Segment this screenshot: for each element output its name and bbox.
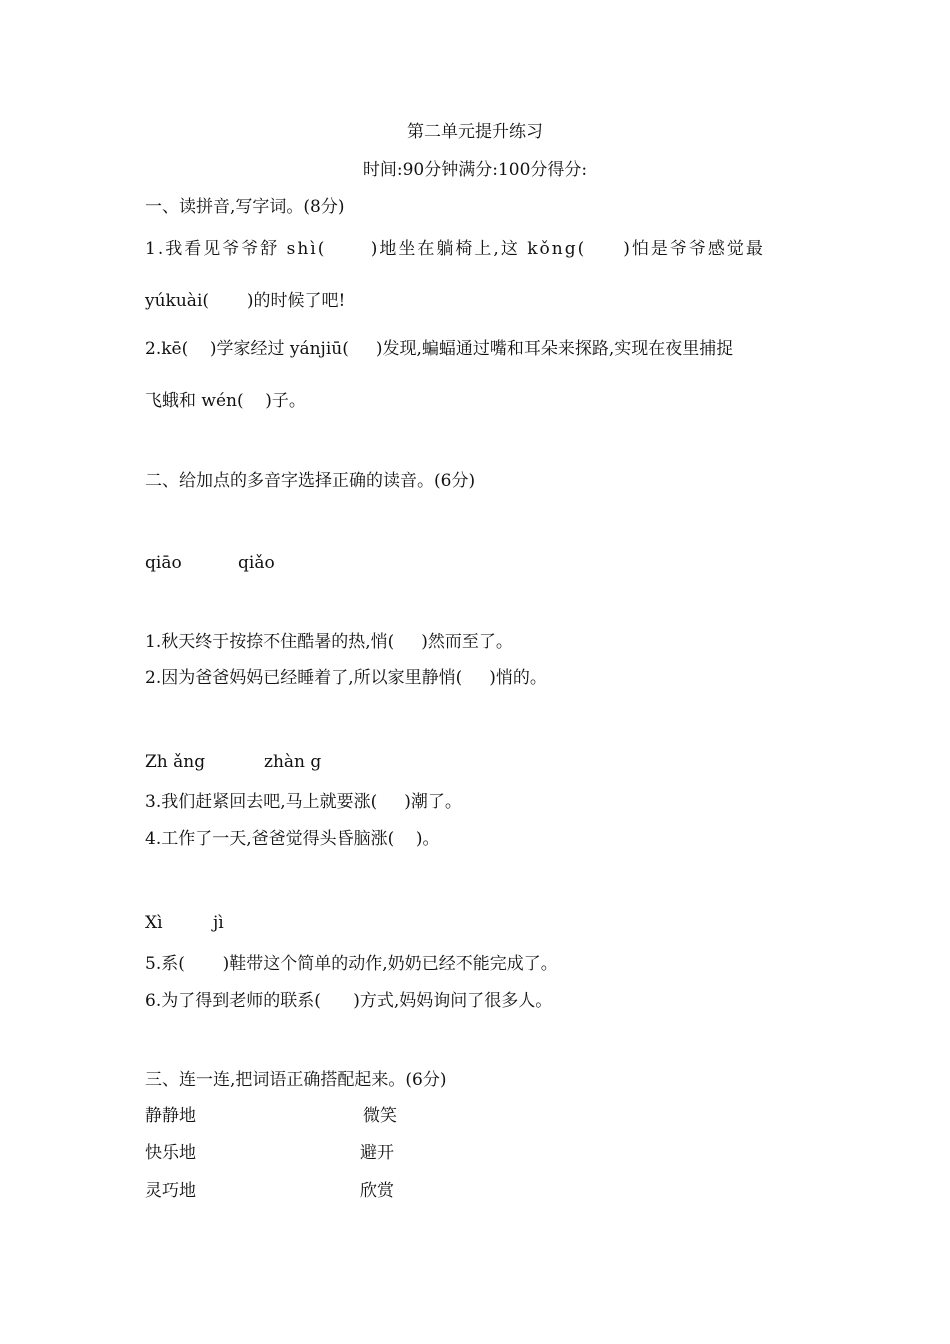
question-2-6: 6.为了得到老师的联系( )方式,妈妈询问了很多人。 <box>145 991 553 1011</box>
page-title: 第二单元提升练习 <box>407 122 543 142</box>
section2-heading: 二、给加点的多音字选择正确的读音。(6分) <box>145 471 476 491</box>
left-word: 静静地 <box>145 1106 196 1126</box>
right-word: 欣赏 <box>360 1181 394 1201</box>
question-2-line-1: 2.kē( )学家经过 yánjiū( )发现,蝙蝠通过嘴和耳朵来探路,实现在夜里捕捉 <box>145 339 734 359</box>
question-1-line-1: 1.我看见爷爷舒 shì( )地坐在躺椅上,这 kǒng( )怕是爷爷感觉最 <box>145 239 765 259</box>
question-2-3: 3.我们赶紧回去吧,马上就要涨( )潮了。 <box>145 792 462 812</box>
section1-heading: 一、读拼音,写字词。(8分) <box>145 197 345 217</box>
question-2-2: 2.因为爸爸妈妈已经睡着了,所以家里静悄( )悄的。 <box>145 668 547 688</box>
pinyin-option-b: zhàn g <box>264 752 322 772</box>
right-word: 避开 <box>360 1143 394 1163</box>
section3-heading: 三、连一连,把词语正确搭配起来。(6分) <box>145 1070 447 1090</box>
exam-meta: 时间:90分钟满分:100分得分: <box>362 160 588 180</box>
question-2-1: 1.秋天终于按捺不住酷暑的热,悄( )然而至了。 <box>145 632 513 652</box>
question-1-line-2: yúkuài( )的时候了吧! <box>145 291 346 311</box>
left-word: 灵巧地 <box>145 1181 196 1201</box>
right-word: 微笑 <box>363 1106 397 1126</box>
pinyin-option-b: jì <box>213 913 224 933</box>
pinyin-option-a: qiāo <box>145 553 182 573</box>
left-word: 快乐地 <box>145 1143 196 1163</box>
pinyin-option-a: Xì <box>145 913 163 933</box>
pinyin-option-b: qiǎo <box>238 553 275 573</box>
question-2-line-2: 飞蛾和 wén( )子。 <box>145 391 306 411</box>
question-2-4: 4.工作了一天,爸爸觉得头昏脑涨( )。 <box>145 829 440 849</box>
pinyin-option-a: Zh ǎng <box>145 752 206 772</box>
question-2-5: 5.系( )鞋带这个简单的动作,奶奶已经不能完成了。 <box>145 954 558 974</box>
